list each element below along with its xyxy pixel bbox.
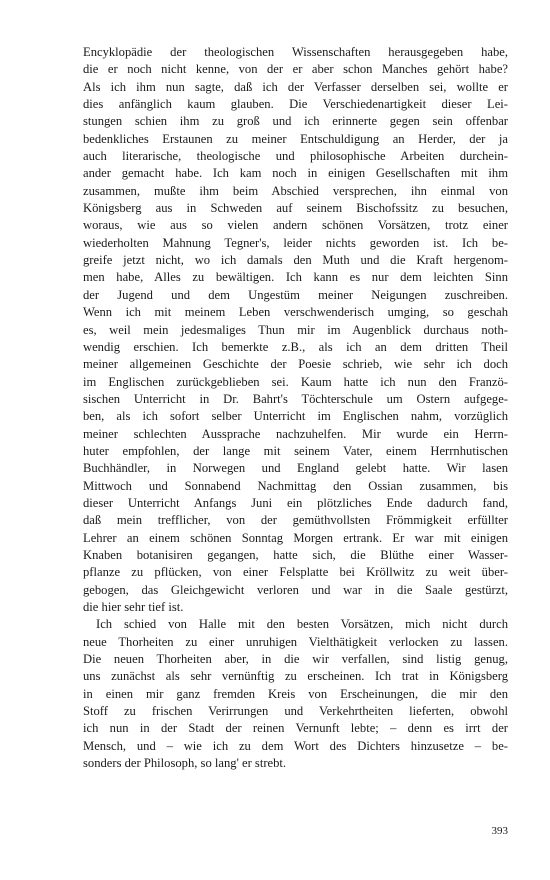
- text-line: in einen mir ganz fremden Kreis von Erscheinungen, die mir den: [83, 686, 508, 701]
- text-line: Als ich ihm nun sagte, daß ich der Verfasser derselben sei, wollte er: [83, 79, 508, 94]
- text-line: bedenkliches Erstaunen zu meiner Entschuldigung an Herder, der ja: [83, 131, 508, 146]
- text-line: wiederholten Mahnung Tegner's, leider nichts geworden ist. Ich be-: [83, 235, 508, 250]
- text-line: Mensch, und – wie ich zu dem Wort des Dichters hinzusetze – be-: [83, 738, 508, 753]
- text-line: Königsberg aus in Schweden auf seinem Bischofssitz zu besuchen,: [83, 201, 508, 216]
- text-line: neue Thorheiten zu einer unruhigen Vielthätigkeit verlocken zu lassen.: [83, 634, 508, 649]
- text-line: dies anfänglich kaum glauben. Die Verschiedenartigkeit dieser Lei-: [83, 97, 508, 112]
- text-line: meiner schlechten Aussprache nachzuhelfen. Mir wurde ein Herrn-: [83, 426, 508, 441]
- text-line: im Englischen zurückgeblieben sei. Kaum hatte ich nun den Franzö-: [83, 374, 508, 389]
- text-line: Ich schied von Halle mit den besten Vorsätzen, mich nicht durch: [96, 617, 508, 632]
- text-line: die hier sehr tief ist.: [83, 600, 184, 614]
- text-line: es, weil mein jedesmaliges Thun mir im Augenblick durchaus noth-: [83, 322, 508, 337]
- paragraph: [83, 44, 508, 616]
- text-line: huter empfohlen, der lange mit seinem Vater, einem Herrnhutischen: [83, 443, 508, 458]
- text-line: gebogen, das Gleichgewicht verloren und war in die Saale gestürzt,: [83, 582, 508, 597]
- text-line: stungen schien ihm zu groß und ich erinnerte gegen sein offenbar: [83, 114, 508, 129]
- body-text: [83, 44, 508, 772]
- text-line: greife jetzt nicht, wo ich damals den Muth und die Kraft hergenom-: [83, 253, 508, 268]
- page-number: 393: [491, 825, 508, 837]
- text-line: ben, als ich sofort selber Unterricht im Englischen nahm, vorzüglich: [83, 409, 508, 424]
- text-line: men habe, Alles zu bewältigen. Ich kann es nur dem leichten Sinn: [83, 270, 508, 285]
- text-line: ander gemacht habe. Ich kam noch in einigen Gesellschaften mit ihm: [83, 166, 508, 181]
- text-line: Wenn ich mit meinem Leben verschwenderisch umging, so geschah: [83, 305, 508, 320]
- text-line: der Jugend und dem Ungestüm meiner Neigungen zuschreiben.: [83, 287, 508, 302]
- text-line: pflanze zu pflücken, von einer Felsplatte bei Kröllwitz zu weit über-: [83, 565, 508, 580]
- text-line: Buchhändler, in Norwegen und England gelebt hatte. Wir lasen: [83, 461, 508, 476]
- text-line: Stoff zu frischen Verirrungen und Verkehrtheiten lieferten, obwohl: [83, 704, 508, 719]
- text-line: daß mein trefflicher, von der gemüthvollsten Frömmigkeit erfüllter: [83, 513, 508, 528]
- text-line: Mittwoch und Sonnabend Nachmittag den Ossian zusammen, bis: [83, 478, 508, 493]
- text-line: zusammen, mußte ihm beim Abschied versprechen, ihn einmal von: [83, 183, 508, 198]
- text-line: Lehrer an einem schönen Sonntag Morgen ertrank. Er war mit einigen: [83, 530, 508, 545]
- text-line: woraus, wie aus so vielen andern schönen Vorsätzen, trotz einer: [83, 218, 508, 233]
- paragraph: [83, 616, 508, 772]
- text-line: sonders der Philosoph, so lang' er strebt.: [83, 756, 287, 771]
- text-line: meiner allgemeinen Geschichte der Poesie schrieb, wie sehr ich doch: [83, 357, 508, 372]
- text-line: auch literarische, theologische und philosophische Arbeiten durchein-: [83, 149, 508, 164]
- text-line: ich nun in der Stadt der reinen Vernunft lebte; – denn es irrt der: [83, 721, 508, 736]
- text-line: dieser Unterricht Anfangs Juni ein plötzliches Ende dadurch fand,: [83, 495, 508, 510]
- text-line: Encyklopädie der theologischen Wissenschaften herausgegeben habe,: [83, 45, 508, 59]
- text-line: wendig erschien. Ich bemerkte z.B., als ich an dem dritten Theil: [83, 339, 508, 354]
- text-line: Die neuen Thorheiten aber, in die wir verfallen, sind listig genug,: [83, 652, 508, 667]
- text-line: uns zunächst als sehr vernünftig zu erscheinen. Ich trat in Königsberg: [83, 669, 508, 684]
- text-line: sischen Unterricht in Dr. Bahrt's Töchterschule um Ostern aufgege-: [83, 391, 508, 406]
- text-line: die er noch nicht kenne, von der er aber schon Manches gehört habe?: [83, 62, 508, 77]
- text-line: Knaben botanisiren gegangen, hatte sich, die Blüthe einer Wasser-: [83, 547, 508, 562]
